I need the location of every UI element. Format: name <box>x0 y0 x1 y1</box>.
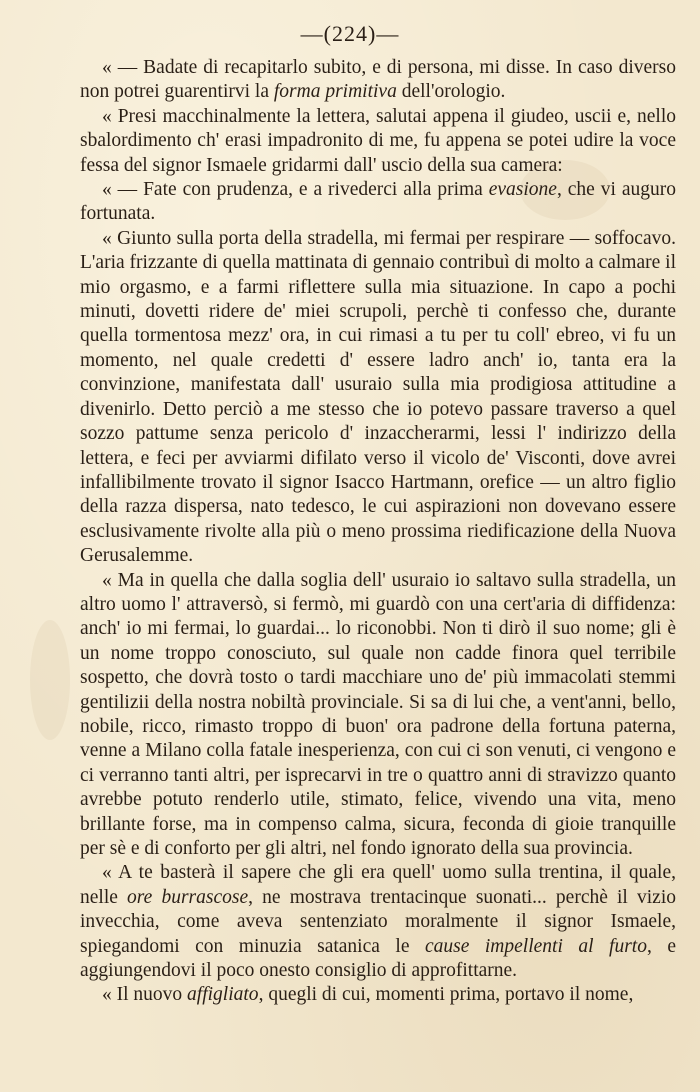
italic-text: cause impellenti al furto <box>424 935 647 957</box>
text-run: , quegli di cui, momenti prima, portavo il nome, <box>258 984 634 1006</box>
text-run: dell'orologio. <box>396 81 506 103</box>
paragraph <box>80 983 676 1007</box>
paper-stain <box>30 620 70 740</box>
paragraph <box>80 227 676 569</box>
page-number: —(224)— <box>300 21 400 46</box>
italic-text: ore burrascose <box>127 886 249 908</box>
italic-text: affigliato <box>187 984 259 1006</box>
paragraph <box>80 178 676 227</box>
text-run: « Ma in quella che dalla soglia dell' usuraio io saltavo sulla stradella, un altro uomo l' attraversò, si fermò, mi guardò con una cert'aria di diffidenza: anch' io mi fermai, lo guardai... lo riconobbi. Non ti dirò il suo nome; gli è un nome troppo conosciuto, sul quale non cadde finora quel terribile sospetto, che dovrà tosto o tardi macchiare uno de' più immacolati stemmi gentilizii della nostra nobiltà provinciale. Si sa di lui che, a vent'anni, bello, nobile, ricco, rimasto troppo di buon' ora padrone della fortuna paterna, venne a Milano colla fatale inesperienza, con cui ci son venuti, ci vengono e ci verranno tanti altri, per isprecarvi in tre o quattro anni di stravizzo quanto avrebbe potuto renderlo utile, stimato, felice, vivendo una vita, meno brillante forse, ma in compenso calma, sicura, feconda di gioie tranquille per sè e di conforto per gli altri, nel fondo ignorato della sua provincia. <box>80 569 676 859</box>
text-run: « Giunto sulla porta della stradella, mi fermai per respirare — soffocavo. L'aria frizzante di quella mattinata di gennaio contribuì di molto a calmare il mio orgasmo, e a farmi riflettere sulla mia situazione. In capo a pochi minuti, dovetti ridere de' miei scrupoli, perchè ti confesso che, durante quella tormentosa mezz' ora, in cui rimasi a tu per tu coll' ebreo, vi fu un momento, nel quale credetti d' essere ladro anch' io, tanta era la convinzione, manifestata dall' usuraio sulla mia prodigiosa attitudine a divenirlo. Detto perciò a me stesso che io potevo passare traverso a quel sozzo pattume senza pericolo d' inzaccherarmi, lessi l' indirizzo della lettera, e feci per avviarmi difilato verso il vicolo de' Visconti, dove avrei infallibilmente trovato il signor Isacco Hartmann, orefice — un altro figlio della razza dispersa, nato tedesco, le cui aspirazioni non dovevano essere esclusivamente rivolte alla più o meno prossima riedificazione della Nuova Gerusalemme. <box>80 227 676 567</box>
paragraph <box>80 861 676 983</box>
text-run: , e aggiungendovi il poco onesto consiglio di approfittarne. <box>80 935 676 982</box>
paragraph <box>80 569 676 862</box>
text-run: « Il nuovo <box>102 984 188 1006</box>
italic-text: forma primitiva <box>273 81 397 103</box>
page-text <box>80 56 676 1008</box>
paragraph <box>80 105 676 178</box>
text-run: , ne mostrava trentacinque suonati... perchè il vizio invecchia, come aveva sentenziato moralmente il signor Ismaele, spiegandomi con minuzia satanica le <box>80 886 676 957</box>
text-run: « Presi macchinalmente la lettera, salutai appena il giudeo, uscii e, nello sbalordimento ch' erasi impadronito di me, fu appena se potei udire la voce fessa del signor Ismaele gridarmi dall' uscio della sua camera: <box>80 105 676 176</box>
paragraph <box>80 56 676 105</box>
italic-text: evasione <box>488 179 557 201</box>
text-run: , che vi auguro fortunata. <box>80 179 676 225</box>
text-run: « — Badate di recapitarlo subito, e di persona, mi disse. In caso diverso non potrei guarentirvi la <box>80 57 676 103</box>
text-run: « — Fate con prudenza, e a rivederci alla prima <box>102 179 489 201</box>
text-run: « A te basterà il sapere che gli era quell' uomo sulla trentina, il quale, nelle <box>80 862 676 908</box>
